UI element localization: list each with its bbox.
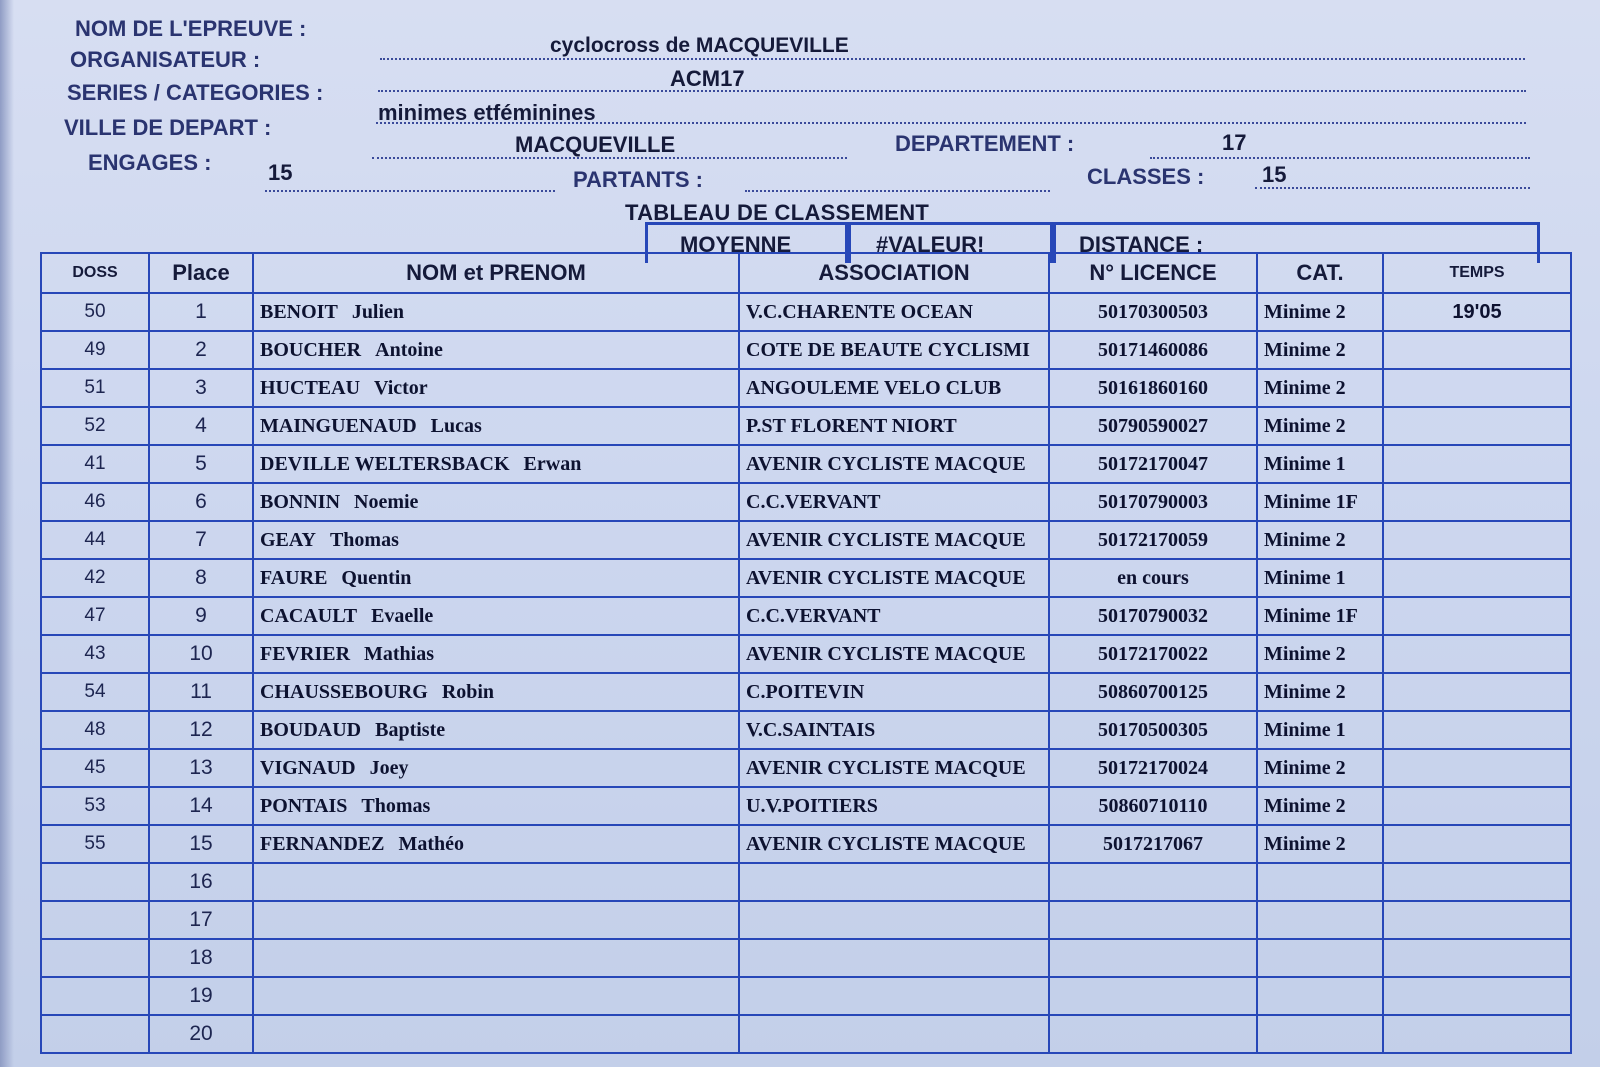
last-name: BONNIN [260,490,341,513]
name-cell [253,597,739,635]
first-name: Erwan [523,452,582,475]
table-row [41,483,1571,521]
licence-cell: 50170790003 [1049,483,1257,521]
name-cell [253,977,739,1015]
col-header-licence: N° LICENCE [1049,253,1257,293]
classified-label: CLASSES : [1087,164,1205,189]
doss-cell: 48 [41,711,149,749]
time-cell [1383,369,1571,407]
place-cell: 12 [149,711,253,749]
place-cell: 13 [149,749,253,787]
place-cell: 14 [149,787,253,825]
licence-cell: 50171460086 [1049,331,1257,369]
licence-cell [1049,977,1257,1015]
doss-cell: 50 [41,293,149,331]
time-cell [1383,787,1571,825]
licence-cell: 5017217067 [1049,825,1257,863]
place-cell: 6 [149,483,253,521]
category-cell: Minime 2 [1257,749,1383,787]
average-value: #VALEUR! [876,232,985,257]
association-cell: V.C.SAINTAIS [739,711,1049,749]
name-cell [253,483,739,521]
first-name: Baptiste [375,718,446,741]
page-edge-shadow [0,0,14,1067]
licence-cell: 50172170024 [1049,749,1257,787]
category-cell [1257,939,1383,977]
name-cell [253,673,739,711]
table-row [41,901,1571,939]
licence-cell: en cours [1049,559,1257,597]
category-cell: Minime 2 [1257,407,1383,445]
table-title: TABLEAU DE CLASSEMENT [625,200,930,225]
place-cell: 3 [149,369,253,407]
name-cell [253,293,739,331]
place-cell: 19 [149,977,253,1015]
licence-cell: 50161860160 [1049,369,1257,407]
col-header-association: ASSOCIATION [739,253,1049,293]
name-cell [253,939,739,977]
category-cell: Minime 1 [1257,559,1383,597]
name-cell [253,825,739,863]
last-name: FERNANDEZ [260,832,385,855]
place-cell: 1 [149,293,253,331]
category-cell: Minime 1 [1257,711,1383,749]
category-cell: Minime 1 [1257,445,1383,483]
col-header-name: NOM et PRENOM [253,253,739,293]
name-cell [253,445,739,483]
place-cell: 5 [149,445,253,483]
association-cell: AVENIR CYCLISTE MACQUE [739,559,1049,597]
category-cell: Minime 2 [1257,331,1383,369]
name-cell [253,863,739,901]
table-row [41,293,1571,331]
time-cell [1383,483,1571,521]
first-name: Antoine [375,338,443,361]
place-cell: 15 [149,825,253,863]
department-value: 17 [1222,130,1247,155]
table-row [41,749,1571,787]
time-cell [1383,1015,1571,1053]
name-cell [253,1015,739,1053]
first-name: Lucas [430,414,482,437]
doss-cell: 46 [41,483,149,521]
table-row [41,597,1571,635]
table-row [41,369,1571,407]
category-cell [1257,977,1383,1015]
table-row [41,787,1571,825]
doss-cell: 41 [41,445,149,483]
association-cell: COTE DE BEAUTE CYCLISMI [739,331,1049,369]
col-header-doss: DOSS [41,253,149,293]
first-name: Julien [351,300,405,323]
licence-cell: 50860710110 [1049,787,1257,825]
association-cell: U.V.POITIERS [739,787,1049,825]
time-cell [1383,445,1571,483]
last-name: FAURE [260,566,328,589]
category-cell: Minime 2 [1257,369,1383,407]
average-label: MOYENNE [680,232,792,257]
time-cell [1383,711,1571,749]
col-header-category: CAT. [1257,253,1383,293]
association-cell: ANGOULEME VELO CLUB [739,369,1049,407]
event-name-value: cyclocross de MACQUEVILLE [550,34,849,57]
name-cell [253,901,739,939]
doss-cell: 43 [41,635,149,673]
last-name: HUCTEAU [260,376,361,399]
doss-cell: 53 [41,787,149,825]
association-cell: AVENIR CYCLISTE MACQUE [739,635,1049,673]
category-cell: Minime 2 [1257,673,1383,711]
category-cell: Minime 2 [1257,293,1383,331]
category-cell [1257,863,1383,901]
association-cell: C.C.VERVANT [739,597,1049,635]
doss-cell: 51 [41,369,149,407]
place-cell: 7 [149,521,253,559]
table-row [41,407,1571,445]
category-cell: Minime 2 [1257,635,1383,673]
licence-cell [1049,901,1257,939]
licence-cell: 50170500305 [1049,711,1257,749]
name-cell [253,787,739,825]
first-name: Evaelle [371,604,434,627]
time-cell [1383,559,1571,597]
association-cell: AVENIR CYCLISTE MACQUE [739,825,1049,863]
licence-cell: 50172170047 [1049,445,1257,483]
name-cell [253,521,739,559]
doss-cell: 52 [41,407,149,445]
time-cell [1383,939,1571,977]
association-cell: AVENIR CYCLISTE MACQUE [739,749,1049,787]
association-cell [739,1015,1049,1053]
place-cell: 17 [149,901,253,939]
name-cell [253,407,739,445]
name-cell [253,635,739,673]
doss-cell: 49 [41,331,149,369]
association-cell: AVENIR CYCLISTE MACQUE [739,521,1049,559]
starters-label: PARTANTS : [573,167,703,192]
association-cell [739,901,1049,939]
first-name: Noemie [354,490,419,513]
licence-cell: 50172170022 [1049,635,1257,673]
doss-cell: 45 [41,749,149,787]
doss-cell [41,1015,149,1053]
time-cell [1383,521,1571,559]
last-name: BENOIT [260,300,338,323]
last-name: DEVILLE WELTERSBACK [260,452,510,475]
doss-cell: 42 [41,559,149,597]
first-name: Victor [374,376,428,399]
time-cell [1383,673,1571,711]
licence-cell: 50790590027 [1049,407,1257,445]
table-row [41,559,1571,597]
name-cell [253,711,739,749]
event-name-label: NOM DE L'EPREUVE : [75,16,307,41]
category-cell: Minime 1F [1257,483,1383,521]
licence-cell [1049,863,1257,901]
doss-cell [41,977,149,1015]
first-name: Thomas [361,794,431,817]
last-name: BOUCHER [260,338,362,361]
time-cell [1383,407,1571,445]
last-name: FEVRIER [260,642,351,665]
place-cell: 18 [149,939,253,977]
licence-cell: 50172170059 [1049,521,1257,559]
last-name: MAINGUENAUD [260,414,417,437]
table-header-row [41,253,1571,293]
event-name-line [380,58,1525,60]
table-row [41,331,1571,369]
classified-value: 15 [1262,162,1287,187]
name-cell [253,559,739,597]
licence-cell [1049,1015,1257,1053]
last-name: CACAULT [260,604,358,627]
time-cell [1383,635,1571,673]
doss-cell [41,939,149,977]
starters-line [745,190,1050,192]
table-row [41,863,1571,901]
time-cell: 19'05 [1383,293,1571,331]
place-cell: 20 [149,1015,253,1053]
name-cell [253,369,739,407]
association-cell: P.ST FLORENT NIORT [739,407,1049,445]
doss-cell: 55 [41,825,149,863]
time-cell [1383,863,1571,901]
start-city-label: VILLE DE DEPART : [64,115,272,140]
results-body [41,293,1571,1053]
last-name: VIGNAUD [260,756,356,779]
entries-label: ENGAGES : [88,150,212,175]
organiser-label: ORGANISATEUR : [70,47,261,72]
category-cell [1257,901,1383,939]
first-name: Joey [369,756,409,779]
doss-cell [41,901,149,939]
place-cell: 16 [149,863,253,901]
licence-cell: 50170300503 [1049,293,1257,331]
time-cell [1383,749,1571,787]
place-cell: 10 [149,635,253,673]
name-cell [253,331,739,369]
category-cell: Minime 2 [1257,825,1383,863]
organiser-value: ACM17 [670,66,745,91]
category-cell: Minime 1F [1257,597,1383,635]
series-value: minimes etféminines [378,100,596,125]
category-cell: Minime 2 [1257,787,1383,825]
entries-line [265,190,555,192]
name-cell [253,749,739,787]
association-cell: V.C.CHARENTE OCEAN [739,293,1049,331]
distance-label: DISTANCE : [1079,232,1204,257]
association-cell [739,863,1049,901]
doss-cell: 47 [41,597,149,635]
association-cell: AVENIR CYCLISTE MACQUE [739,445,1049,483]
table-row [41,711,1571,749]
first-name: Thomas [329,528,399,551]
first-name: Mathias [364,642,435,665]
table-row [41,673,1571,711]
table-row [41,977,1571,1015]
place-cell: 8 [149,559,253,597]
table-row [41,825,1571,863]
results-table [40,252,1572,1054]
entries-value: 15 [268,160,293,185]
table-row [41,521,1571,559]
organiser-line [378,90,1526,92]
licence-cell: 50860700125 [1049,673,1257,711]
place-cell: 11 [149,673,253,711]
first-name: Mathéo [398,832,464,855]
doss-cell: 44 [41,521,149,559]
licence-cell: 50170790032 [1049,597,1257,635]
table-row [41,939,1571,977]
association-cell: C.POITEVIN [739,673,1049,711]
first-name: Robin [441,680,495,703]
place-cell: 4 [149,407,253,445]
doss-cell [41,863,149,901]
time-cell [1383,331,1571,369]
place-cell: 9 [149,597,253,635]
licence-cell [1049,939,1257,977]
time-cell [1383,597,1571,635]
series-label: SERIES / CATEGORIES : [67,80,324,105]
col-header-place: Place [149,253,253,293]
time-cell [1383,825,1571,863]
association-cell [739,977,1049,1015]
table-row [41,1015,1571,1053]
table-row [41,445,1571,483]
association-cell [739,939,1049,977]
first-name: Quentin [341,566,412,589]
place-cell: 2 [149,331,253,369]
last-name: PONTAIS [260,794,348,817]
start-city-value: MACQUEVILLE [515,132,676,157]
association-cell: C.C.VERVANT [739,483,1049,521]
doss-cell: 54 [41,673,149,711]
last-name: CHAUSSEBOURG [260,680,428,703]
time-cell [1383,977,1571,1015]
col-header-time: TEMPS [1383,253,1571,293]
category-cell: Minime 2 [1257,521,1383,559]
table-row [41,635,1571,673]
time-cell [1383,901,1571,939]
category-cell [1257,1015,1383,1053]
last-name: GEAY [260,528,316,551]
classified-line [1255,187,1530,189]
department-label: DEPARTEMENT : [895,131,1075,156]
last-name: BOUDAUD [260,718,362,741]
department-line [1150,157,1530,159]
